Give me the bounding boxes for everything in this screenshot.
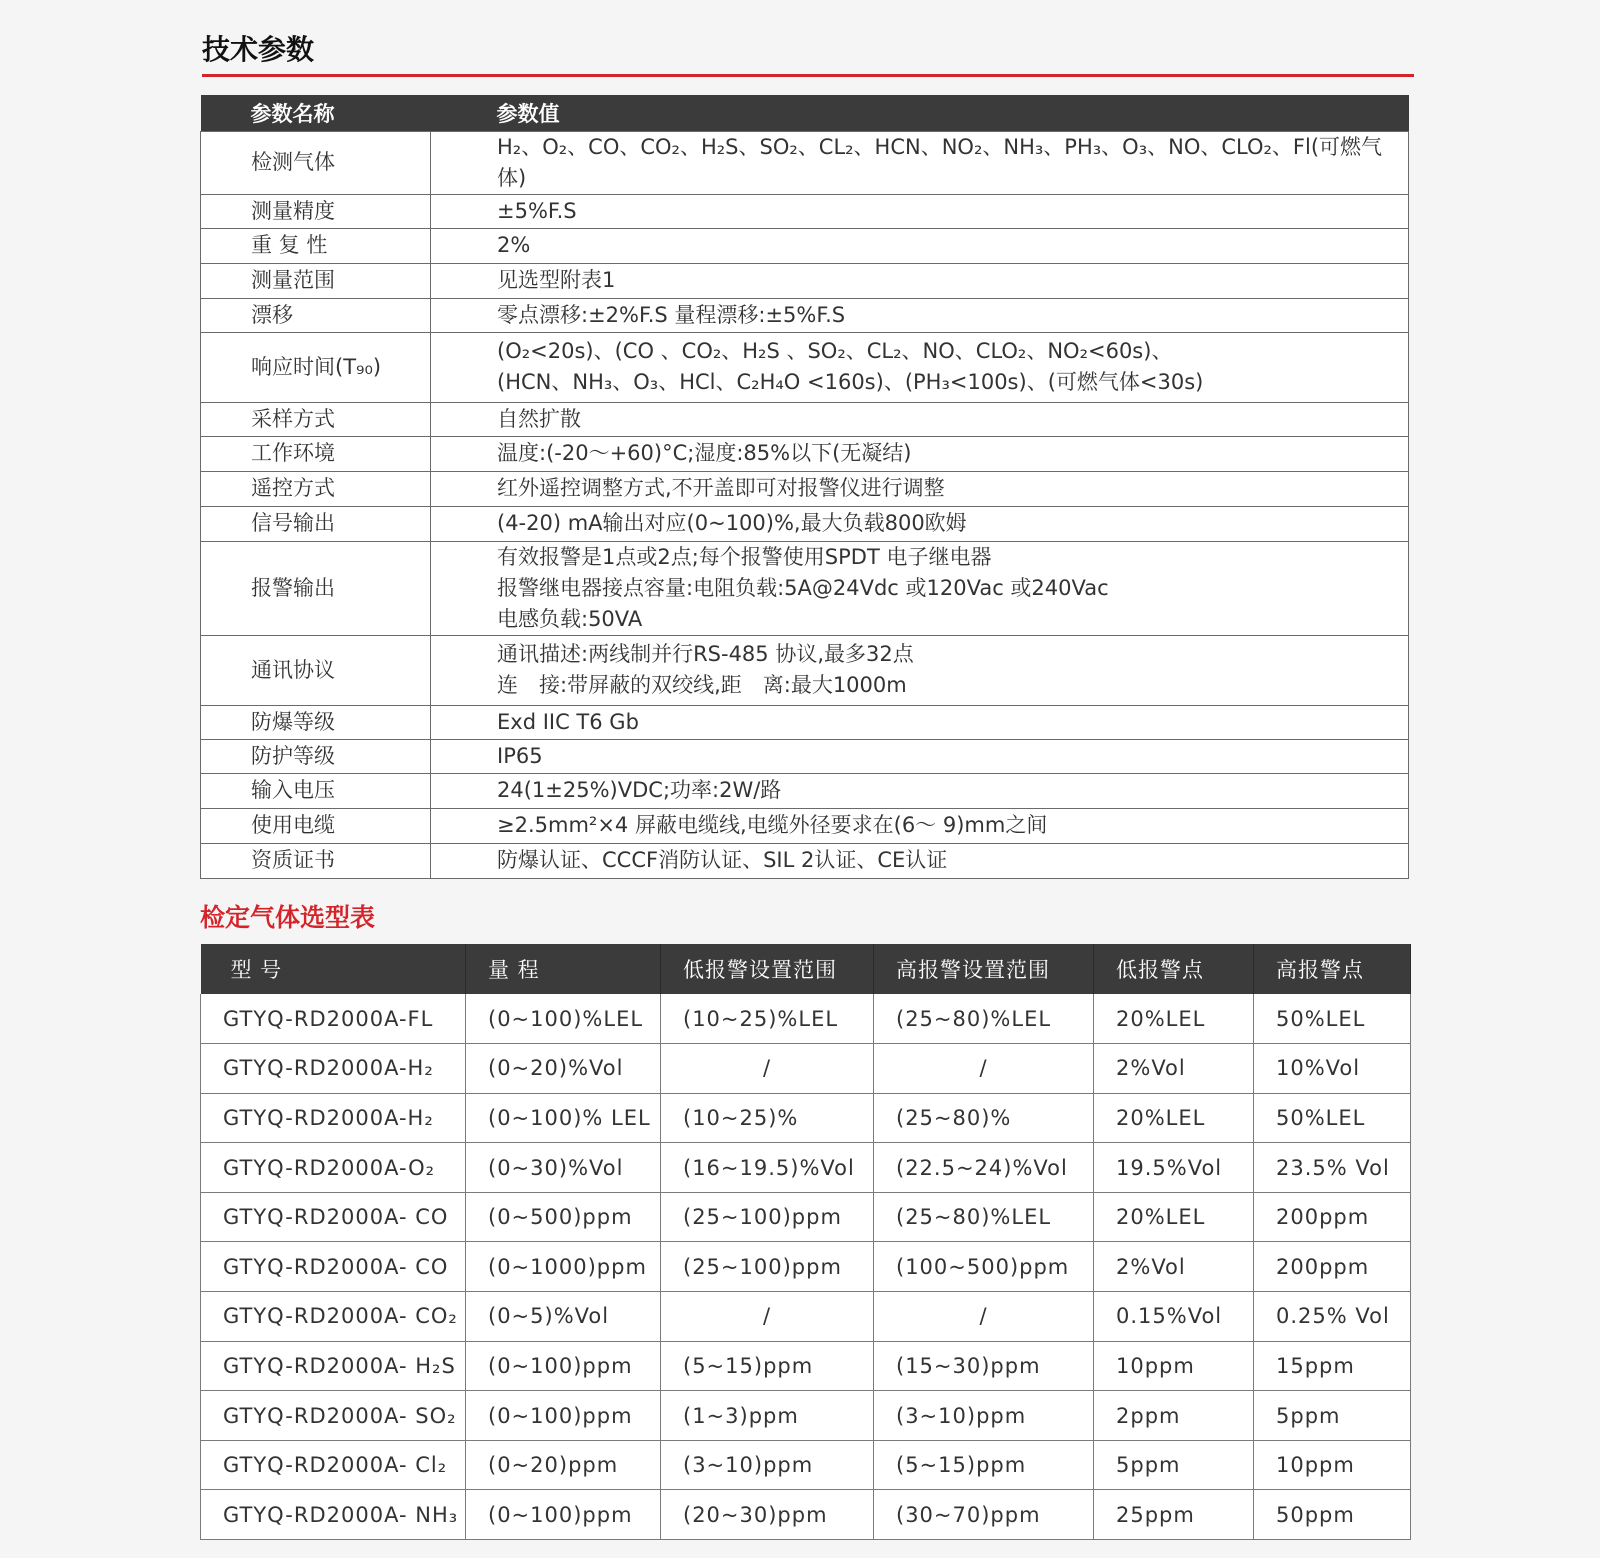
gas-header-row — [201, 944, 1411, 994]
spec-row — [201, 773, 1409, 808]
spec-param-value — [431, 228, 1409, 263]
gas-cell: (22.5~24)%Vol — [874, 1143, 1094, 1193]
gas-cell: GTYQ-RD2000A- Cl₂ — [201, 1440, 466, 1490]
gas-cell: GTYQ-RD2000A-FL — [201, 994, 466, 1044]
gas-cell: GTYQ-RD2000A-H₂ — [201, 1044, 466, 1094]
gas-cell: 50ppm — [1254, 1490, 1411, 1540]
gas-header-cell: 低报警点 — [1094, 944, 1254, 994]
spec-param-value — [431, 436, 1409, 471]
gas-cell: 50%LEL — [1254, 1093, 1411, 1143]
spec-param-name: 遥控方式 — [201, 471, 431, 506]
gas-cell: (3~10)ppm — [661, 1440, 874, 1490]
spec-value-line: 见选型附表1 — [497, 268, 616, 292]
spec-body — [201, 131, 1409, 878]
spec-row — [201, 436, 1409, 471]
gas-cell: (0~100)ppm — [466, 1391, 661, 1441]
gas-cell: 5ppm — [1094, 1440, 1254, 1490]
spec-row — [201, 263, 1409, 298]
spec-row — [201, 402, 1409, 436]
spec-row — [201, 471, 1409, 506]
gas-cell: (25~80)%LEL — [874, 994, 1094, 1044]
gas-cell: 200ppm — [1254, 1242, 1411, 1292]
gas-selection-table — [200, 944, 1411, 1540]
gas-cell: 2%Vol — [1094, 1044, 1254, 1094]
gas-cell: (30~70)ppm — [874, 1490, 1094, 1540]
gas-header-cell: 量 程 — [466, 944, 661, 994]
spec-row — [201, 332, 1409, 402]
spec-table — [200, 95, 1409, 879]
gas-cell: 15ppm — [1254, 1341, 1411, 1391]
gas-cell: GTYQ-RD2000A- H₂S — [201, 1341, 466, 1391]
spec-param-value — [431, 773, 1409, 808]
spec-param-value — [431, 541, 1409, 635]
gas-header-cell: 型 号 — [201, 944, 466, 994]
spec-param-name: 检测气体 — [201, 131, 431, 194]
spec-param-name: 报警输出 — [201, 541, 431, 635]
gas-cell: 25ppm — [1094, 1490, 1254, 1540]
gas-row — [201, 1440, 1411, 1490]
spec-param-value — [431, 705, 1409, 739]
spec-value-line: ±5%F.S — [497, 198, 577, 223]
title-divider — [202, 74, 1414, 77]
gas-cell: (100~500)ppm — [874, 1242, 1094, 1292]
spec-param-name: 采样方式 — [201, 402, 431, 436]
spec-row — [201, 843, 1409, 878]
spec-param-value — [431, 402, 1409, 436]
gas-row — [201, 1242, 1411, 1292]
gas-cell: 10%Vol — [1254, 1044, 1411, 1094]
spec-row — [201, 541, 1409, 635]
spec-row — [201, 635, 1409, 705]
spec-value-line: 连 接:带屏蔽的双绞线,距 离:最大1000m — [497, 673, 907, 697]
gas-cell: 50%LEL — [1254, 994, 1411, 1044]
gas-row — [201, 1490, 1411, 1540]
gas-header-cell: 高报警点 — [1254, 944, 1411, 994]
gas-cell: (16~19.5)%Vol — [661, 1143, 874, 1193]
gas-cell: / — [874, 1292, 1094, 1342]
gas-cell: (0~30)%Vol — [466, 1143, 661, 1193]
gas-cell: (15~30)ppm — [874, 1341, 1094, 1391]
gas-cell: 20%LEL — [1094, 994, 1254, 1044]
spec-value-line: 24(1±25%)VDC;功率:2W/路 — [497, 778, 782, 802]
gas-cell: 10ppm — [1094, 1341, 1254, 1391]
spec-value-line: ≥2.5mm²×4 屏蔽电缆线,电缆外径要求在(6～ 9)mm之间 — [497, 813, 1048, 837]
gas-cell: (0~100)% LEL — [466, 1093, 661, 1143]
spec-param-name: 信号输出 — [201, 506, 431, 541]
gas-row — [201, 1093, 1411, 1143]
gas-row — [201, 1341, 1411, 1391]
spec-value-line: 防爆认证、CCCF消防认证、SIL 2认证、CE认证 — [497, 848, 948, 872]
gas-cell: 0.15%Vol — [1094, 1292, 1254, 1342]
gas-cell: (0~20)ppm — [466, 1440, 661, 1490]
spec-value-line: 报警继电器接点容量:电阻负载:5A@24Vdc 或120Vac 或240Vac — [497, 575, 1109, 600]
gas-cell: (0~5)%Vol — [466, 1292, 661, 1342]
gas-cell: 19.5%Vol — [1094, 1143, 1254, 1193]
spec-param-value — [431, 739, 1409, 773]
spec-param-value — [431, 194, 1409, 228]
spec-param-name: 工作环境 — [201, 436, 431, 471]
specs-title: 技术参数 — [202, 33, 315, 66]
spec-param-value — [431, 298, 1409, 332]
gas-cell: GTYQ-RD2000A- NH₃ — [201, 1490, 466, 1540]
gas-cell: 2ppm — [1094, 1391, 1254, 1441]
gas-cell: (25~80)%LEL — [874, 1192, 1094, 1242]
spec-row — [201, 228, 1409, 263]
gas-cell: (25~80)% — [874, 1093, 1094, 1143]
gas-cell: 10ppm — [1254, 1440, 1411, 1490]
gas-cell: (25~100)ppm — [661, 1242, 874, 1292]
gas-cell: (0~1000)ppm — [466, 1242, 661, 1292]
spec-value-line: (4-20) mA输出对应(0~100)%,最大负载800欧姆 — [497, 511, 967, 535]
gas-cell: GTYQ-RD2000A- SO₂ — [201, 1391, 466, 1441]
gas-row — [201, 1143, 1411, 1193]
gas-row — [201, 1044, 1411, 1094]
gas-cell: (0~20)%Vol — [466, 1044, 661, 1094]
spec-param-name: 防爆等级 — [201, 705, 431, 739]
gas-cell: (1~3)ppm — [661, 1391, 874, 1441]
gas-header-cell: 高报警设置范围 — [874, 944, 1094, 994]
gas-cell: GTYQ-RD2000A-O₂ — [201, 1143, 466, 1193]
gas-cell: (0~100)ppm — [466, 1490, 661, 1540]
spec-value-line: 零点漂移:±2%F.S 量程漂移:±5%F.S — [497, 302, 846, 327]
spec-param-name: 防护等级 — [201, 739, 431, 773]
spec-value-line: 红外遥控调整方式,不开盖即可对报警仪进行调整 — [497, 476, 945, 500]
gas-cell: 0.25% Vol — [1254, 1292, 1411, 1342]
spec-value-line: 有效报警是1点或2点;每个报警使用SPDT 电子继电器 — [497, 544, 992, 569]
gas-row — [201, 1292, 1411, 1342]
spec-value-line: 温度:(-20～+60)°C;湿度:85%以下(无凝结) — [497, 441, 912, 465]
spec-param-name: 通讯协议 — [201, 635, 431, 705]
spec-value-line: (O₂<20s)、(CO 、CO₂、H₂S 、SO₂、CL₂、NO、CLO₂、NO₂<60s)、 — [497, 339, 1173, 363]
gas-cell: (0~500)ppm — [466, 1192, 661, 1242]
spec-row — [201, 194, 1409, 228]
gas-cell: (20~30)ppm — [661, 1490, 874, 1540]
gas-cell: 23.5% Vol — [1254, 1143, 1411, 1193]
gas-cell: (10~25)%LEL — [661, 994, 874, 1044]
spec-header-name: 参数名称 — [201, 95, 431, 131]
spec-param-value — [431, 131, 1409, 194]
spec-param-name: 使用电缆 — [201, 808, 431, 843]
gas-cell: (5~15)ppm — [874, 1440, 1094, 1490]
gas-cell: 5ppm — [1254, 1391, 1411, 1441]
gas-body — [201, 994, 1411, 1540]
spec-value-line: 电感负载:50VA — [497, 606, 643, 631]
spec-value-line: (HCN、NH₃、O₃、HCl、C₂H₄O <160s)、(PH₃<100s)、(可燃气体<30s) — [497, 370, 1204, 394]
spec-param-name: 测量范围 — [201, 263, 431, 298]
gas-row — [201, 1391, 1411, 1441]
spec-param-value — [431, 263, 1409, 298]
gas-cell: / — [874, 1044, 1094, 1094]
spec-param-value — [431, 808, 1409, 843]
gas-cell: 20%LEL — [1094, 1093, 1254, 1143]
spec-param-value — [431, 332, 1409, 402]
gas-row — [201, 994, 1411, 1044]
gas-cell: / — [661, 1292, 874, 1342]
spec-param-value — [431, 471, 1409, 506]
spec-row — [201, 298, 1409, 332]
spec-value-line: 通讯描述:两线制并行RS-485 协议,最多32点 — [497, 642, 914, 666]
spec-param-name: 测量精度 — [201, 194, 431, 228]
spec-row — [201, 131, 1409, 194]
gas-cell: (10~25)% — [661, 1093, 874, 1143]
gas-header-cell: 低报警设置范围 — [661, 944, 874, 994]
spec-row — [201, 739, 1409, 773]
gas-cell: (3~10)ppm — [874, 1391, 1094, 1441]
spec-param-name: 响应时间(T₉₀) — [201, 332, 431, 402]
gas-cell: GTYQ-RD2000A- CO — [201, 1192, 466, 1242]
gas-cell: (0~100)%LEL — [466, 994, 661, 1044]
spec-row — [201, 506, 1409, 541]
gas-cell: GTYQ-RD2000A- CO — [201, 1242, 466, 1292]
gas-cell: 200ppm — [1254, 1192, 1411, 1242]
spec-param-name: 输入电压 — [201, 773, 431, 808]
spec-param-value — [431, 843, 1409, 878]
gas-row — [201, 1192, 1411, 1242]
gas-cell: / — [661, 1044, 874, 1094]
gas-cell: 2%Vol — [1094, 1242, 1254, 1292]
spec-param-value — [431, 635, 1409, 705]
gas-cell: (5~15)ppm — [661, 1341, 874, 1391]
spec-value-line: 2% — [497, 233, 531, 257]
spec-header-row — [201, 95, 1409, 131]
spec-param-name: 资质证书 — [201, 843, 431, 878]
gas-cell: GTYQ-RD2000A- CO₂ — [201, 1292, 466, 1342]
spec-value-line: 自然扩散 — [497, 406, 581, 431]
spec-value-line: Exd IIC T6 Gb — [497, 709, 639, 734]
gas-cell: (25~100)ppm — [661, 1192, 874, 1242]
gas-table-title: 检定气体选型表 — [200, 903, 376, 932]
spec-header-value: 参数值 — [431, 95, 1409, 131]
gas-cell: 20%LEL — [1094, 1192, 1254, 1242]
gas-cell: (0~100)ppm — [466, 1341, 661, 1391]
spec-param-value — [431, 506, 1409, 541]
spec-value-line: H₂、O₂、CO、CO₂、H₂S、SO₂、CL₂、HCN、NO₂、NH₃、PH₃、O₃、NO、CLO₂、Fl(可燃气体) — [497, 134, 1383, 190]
spec-param-name: 重 复 性 — [201, 228, 431, 263]
spec-row — [201, 705, 1409, 739]
spec-value-line: IP65 — [497, 743, 543, 768]
gas-cell: GTYQ-RD2000A-H₂ — [201, 1093, 466, 1143]
spec-row — [201, 808, 1409, 843]
spec-param-name: 漂移 — [201, 298, 431, 332]
